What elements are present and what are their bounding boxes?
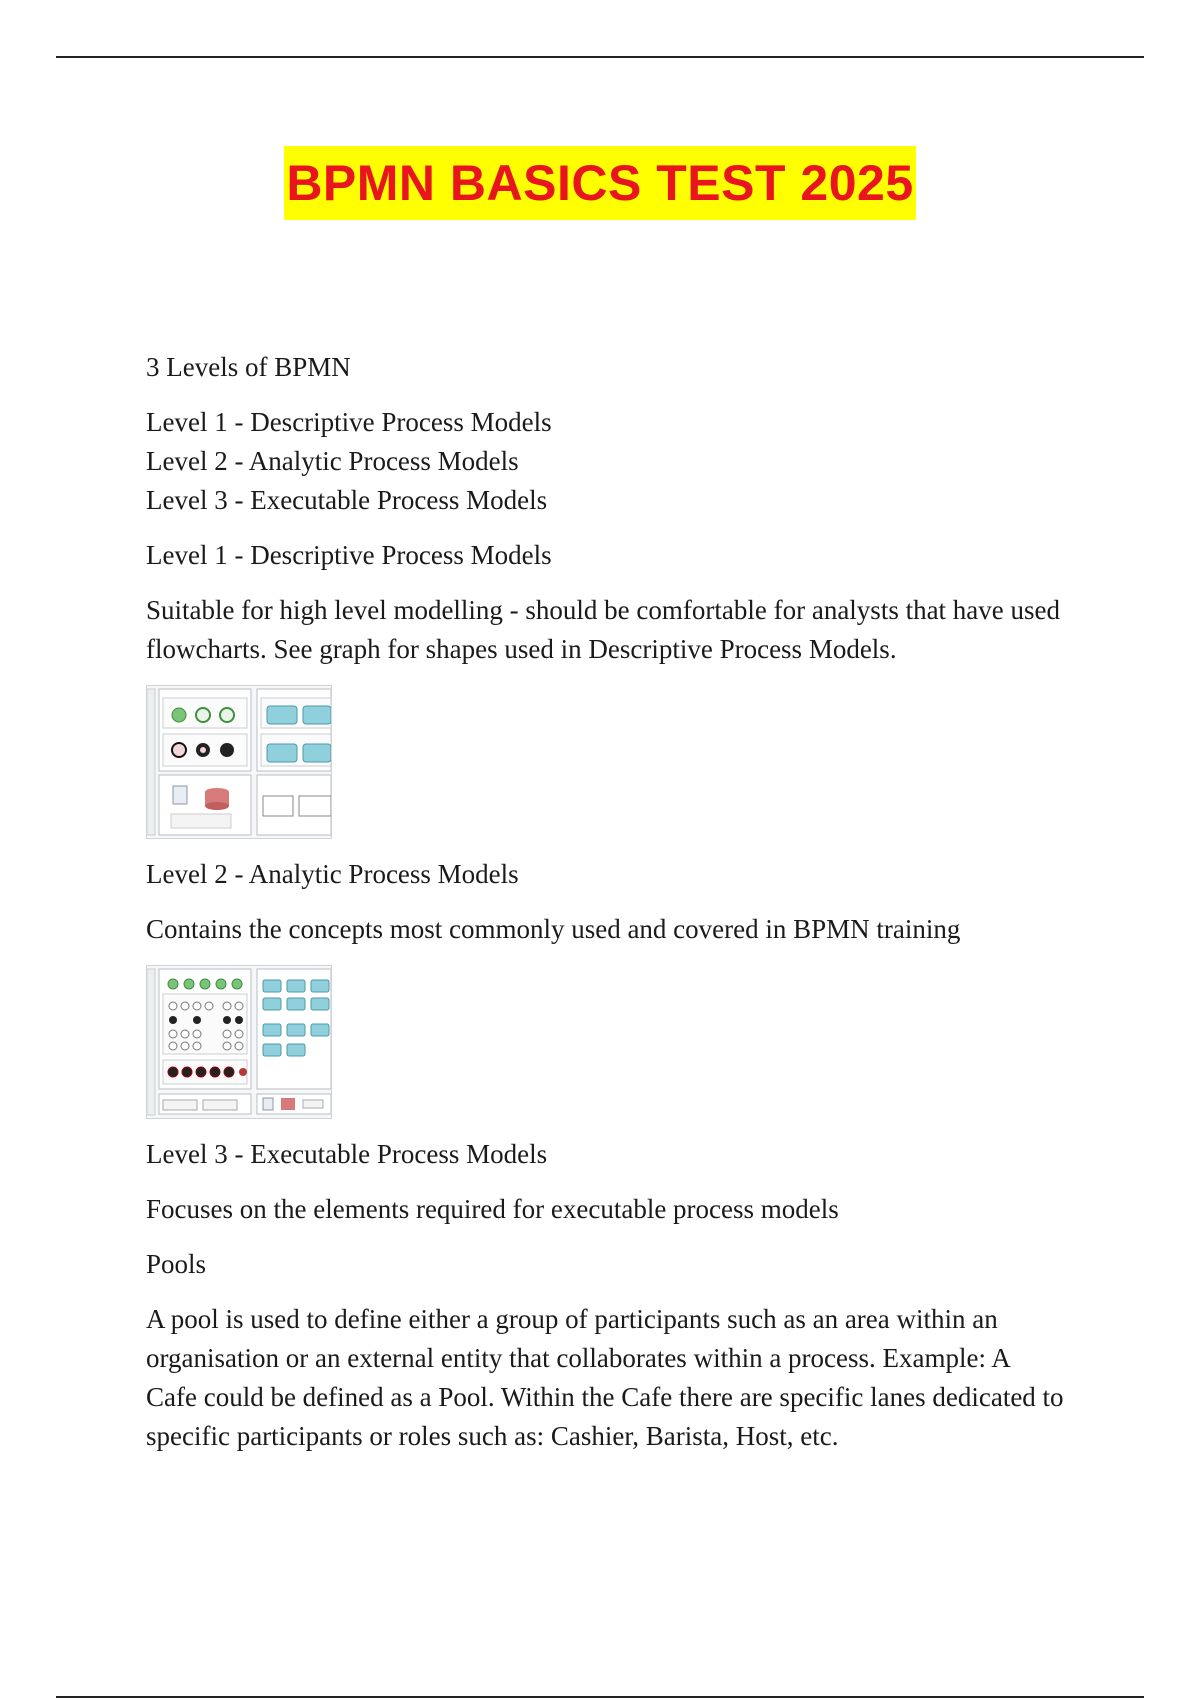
level-3-description: Focuses on the elements required for executable process models <box>146 1194 839 1224</box>
level-1-heading: Level 1 - Descriptive Process Models <box>146 540 552 570</box>
level-2-description: Contains the concepts most commonly used and covered in BPMN training <box>146 914 961 944</box>
level-1-description: Suitable for high level modelling - should be comfortable for analysts that have used flowcharts. See graph for shapes used in Descriptive Process Models. <box>146 595 1061 664</box>
level-2-heading: Level 2 - Analytic Process Models <box>146 859 519 889</box>
analytic-shapes-image <box>147 966 331 1118</box>
title-wrapper <box>0 146 1200 220</box>
descriptive-shapes-image <box>147 686 331 838</box>
pools-description: A pool is used to define either a group of participants such as an area within an organisation or an external entity that collaborates within a process. Example: A Cafe could be defined as a Pool. Within the Cafe there are specific lanes dedicated to specific participants or roles such as: Cashier, Barista, Host, etc. <box>146 1304 1064 1451</box>
document-title: BPMN BASICS TEST 2025 <box>284 146 915 220</box>
descriptive-shapes-figure <box>146 685 332 839</box>
pools-heading: Pools <box>146 1249 207 1279</box>
levels-heading: 3 Levels of BPMN <box>146 352 351 382</box>
level-list-item-1: Level 1 - Descriptive Process Models <box>146 407 552 437</box>
document-body <box>146 348 1066 1472</box>
level-3-heading: Level 3 - Executable Process Models <box>146 1139 548 1169</box>
bottom-rule <box>56 1696 1144 1698</box>
level-list-item-3: Level 3 - Executable Process Models <box>146 485 548 515</box>
level-list-item-2: Level 2 - Analytic Process Models <box>146 446 519 476</box>
top-rule <box>56 56 1144 58</box>
analytic-shapes-figure <box>146 965 332 1119</box>
